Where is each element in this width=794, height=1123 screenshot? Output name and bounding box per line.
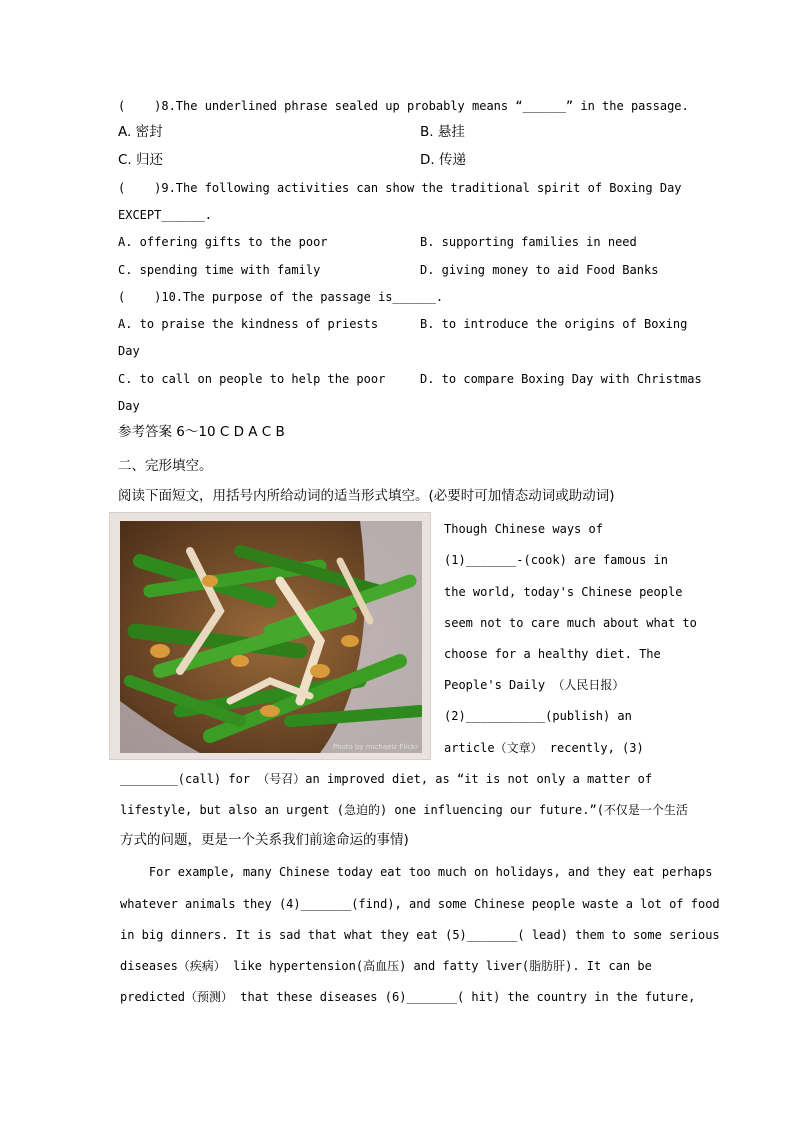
q10-option-d-cont: Day [118, 399, 140, 413]
passage-line: For example, many Chinese today eat too much on holidays, and they eat perhaps [120, 865, 713, 879]
passage-side-line: choose for a healthy diet. The [444, 647, 661, 661]
question-10-stem: ( )10.The purpose of the passage is______. [118, 290, 444, 304]
stir-fried-greens-illustration [120, 521, 422, 753]
passage-line: in big dinners. It is sad that what they eat (5)_______( lead) them to some serious [120, 928, 720, 942]
passage-side-line: (1)_______-(cook) are famous in [444, 553, 668, 567]
food-photo-image [120, 521, 422, 753]
question-9-stem: ( )9.The following activities can show the traditional spirit of Boxing Day [118, 181, 682, 195]
q8-option-b: B. 悬挂 [420, 124, 465, 140]
question-9-stem-cont: EXCEPT______. [118, 208, 212, 222]
passage-line: 方式的问题，更是一个关系我们前途命运的事情) [120, 832, 409, 848]
passage-line: predicted（预测） that these diseases (6)_______( hit) the country in the future, [120, 990, 696, 1004]
passage-side-line: People's Daily （人民日报） [444, 678, 625, 692]
question-8-stem: ( )8.The underlined phrase sealed up probably means “______” in the passage. [118, 99, 689, 113]
q10-option-b-cont: Day [118, 344, 140, 358]
section-instruction: 阅读下面短文，用括号内所给动词的适当形式填空。(必要时可加情态动词或助动词) [118, 488, 615, 504]
q8-option-d: D. 传递 [420, 152, 466, 168]
q10-option-c: C. to call on people to help the poor [118, 372, 386, 386]
passage-line: whatever animals they (4)_______(find), and some Chinese people waste a lot of food [120, 897, 720, 911]
q8-option-c: C. 归还 [118, 152, 164, 168]
q9-option-b: B. supporting families in need [420, 235, 637, 249]
passage-line: diseases（疾病） like hypertension(高血压) and fatty liver(脂肪肝). It can be [120, 959, 652, 973]
passage-line: ________(call) for （号召）an improved diet, as “it is not only a matter of [120, 772, 653, 786]
passage-line: lifestyle, but also an urgent (急迫的) one influencing our future.”(不仅是一个生活 [120, 803, 688, 817]
food-photo [109, 512, 431, 760]
passage-side-line: article（文章） recently, (3) [444, 741, 644, 755]
q9-option-d: D. giving money to aid Food Banks [420, 263, 659, 277]
passage-side-line: Though Chinese ways of [444, 522, 603, 536]
section-title: 二、完形填空。 [118, 458, 213, 474]
q10-option-d: D. to compare Boxing Day with Christmas [420, 372, 702, 386]
answer-key: 参考答案 6～10 C D A C B [118, 424, 285, 440]
passage-side-line: (2)___________(publish) an [444, 709, 632, 723]
passage-side-line: the world, today's Chinese people [444, 585, 683, 599]
q10-option-a: A. to praise the kindness of priests [118, 317, 379, 331]
q9-option-a: A. offering gifts to the poor [118, 235, 328, 249]
passage-side-line: seem not to care much about what to [444, 616, 697, 630]
q10-option-b: B. to introduce the origins of Boxing [420, 317, 688, 331]
q8-option-a: A. 密封 [118, 124, 163, 140]
q9-option-c: C. spending time with family [118, 263, 321, 277]
photo-credit: Photo by michaelz Flickr [332, 743, 418, 751]
